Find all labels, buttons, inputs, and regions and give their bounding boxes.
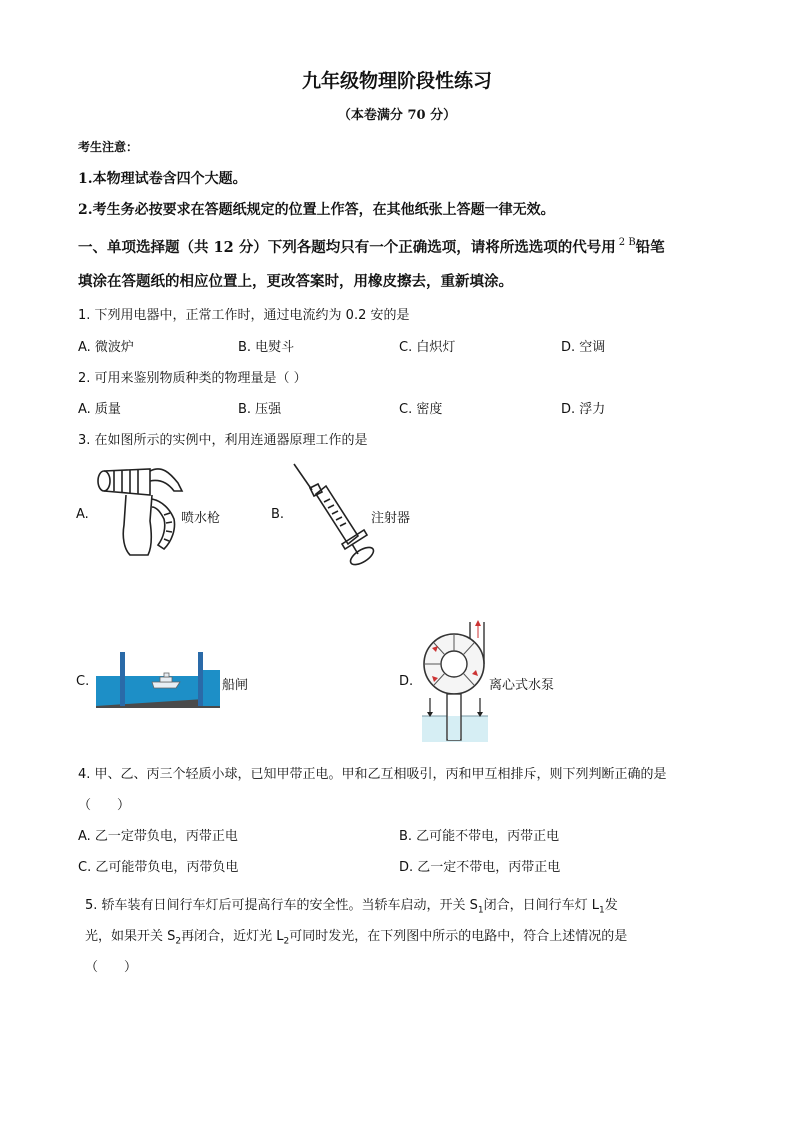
notice-heading: 考生注意： bbox=[78, 140, 139, 154]
question-4-option-b[interactable]: B. 乙可能不带电，丙带正电 bbox=[399, 829, 560, 844]
centrifugal-pump-figure bbox=[418, 618, 494, 744]
spray-gun-figure bbox=[90, 455, 190, 565]
lamp-l1-subscript: 1 bbox=[599, 905, 605, 916]
q5-text-3: 发 bbox=[604, 898, 618, 913]
section-heading-text: 一、单项选择题（共 12 分）下列各题均只有一个正确选项，请将所选选项的代号用 bbox=[78, 239, 616, 256]
question-1-stem: 1. 下列用电器中，正常工作时，通过电流约为 0.2 安的是 bbox=[78, 308, 410, 323]
q5-text-2: 闭合，日间行车灯 L bbox=[483, 898, 600, 913]
section-heading-text-end: 铅笔 bbox=[635, 239, 665, 256]
question-2-option-c[interactable]: C. 密度 bbox=[399, 402, 443, 417]
figure-d-caption: 离心式水泵 bbox=[489, 678, 555, 693]
switch-s1-subscript: 1 bbox=[477, 905, 484, 916]
question-4-option-d[interactable]: D. 乙一定不带电，丙带正电 bbox=[399, 860, 561, 875]
section-heading-line1 bbox=[78, 236, 665, 257]
question-2-option-a[interactable]: A. 质量 bbox=[78, 402, 121, 417]
question-5-blank: （ ） bbox=[85, 960, 138, 975]
question-4-option-a[interactable]: A. 乙一定带负电，丙带正电 bbox=[78, 829, 238, 844]
q5-text-5: 再闭合，近灯光 L bbox=[181, 929, 284, 944]
notice-item-2: 2.考生务必按要求在答题纸规定的位置上作答，在其他纸张上答题一律无效。 bbox=[78, 202, 555, 218]
question-4-option-c[interactable]: C. 乙可能带负电，丙带负电 bbox=[78, 860, 239, 875]
question-4-blank: （ ） bbox=[78, 798, 131, 813]
figure-c-caption: 船闸 bbox=[222, 678, 249, 693]
figure-d-letter[interactable]: D. bbox=[399, 674, 414, 689]
notice-item-1: 1.本物理试卷含四个大题。 bbox=[78, 171, 247, 187]
ship-lock-figure bbox=[94, 652, 222, 708]
section-heading-line2: 填涂在答题纸的相应位置上，更改答案时，用橡皮擦去，重新填涂。 bbox=[78, 273, 513, 290]
question-1-option-d[interactable]: D. 空调 bbox=[561, 340, 606, 355]
lamp-l2-subscript: 2 bbox=[283, 936, 290, 947]
q5-text-1: 5. 轿车装有日间行车灯后可提高行车的安全性。当轿车启动，开关 S bbox=[85, 898, 478, 913]
switch-s2-subscript: 2 bbox=[175, 936, 182, 947]
question-1-option-a[interactable]: A. 微波炉 bbox=[78, 340, 134, 355]
q5-text-4: 光，如果开关 S bbox=[85, 929, 176, 944]
figure-b-caption: 注射器 bbox=[371, 511, 411, 526]
figure-a-letter[interactable]: A. bbox=[76, 507, 89, 522]
figure-b-letter[interactable]: B. bbox=[271, 507, 285, 522]
page-subtitle: （本卷满分 70 分） bbox=[337, 108, 457, 123]
figure-a-caption: 喷水枪 bbox=[181, 511, 221, 526]
figure-c-letter[interactable]: C. bbox=[76, 674, 90, 689]
question-2-option-b[interactable]: B. 压强 bbox=[238, 402, 282, 417]
question-5-stem-line1 bbox=[85, 894, 618, 916]
question-2-option-d[interactable]: D. 浮力 bbox=[561, 402, 606, 417]
q5-text-6: 可同时发光，在下列图中所示的电路中，符合上述情况的是 bbox=[289, 929, 628, 944]
question-5-stem-line2 bbox=[85, 925, 627, 947]
syringe-figure bbox=[290, 462, 380, 562]
pencil-grade-superscript: 2 B bbox=[618, 237, 636, 248]
question-2-stem: 2. 可用来鉴别物质种类的物理量是（ ） bbox=[78, 371, 307, 386]
question-1-option-b[interactable]: B. 电熨斗 bbox=[238, 340, 295, 355]
question-4-stem: 4. 甲、乙、丙三个轻质小球，已知甲带正电。甲和乙互相吸引，丙和甲互相排斥，则下列判断正确的是 bbox=[78, 767, 667, 782]
question-3-stem: 3. 在如图所示的实例中，利用连通器原理工作的是 bbox=[78, 433, 368, 448]
question-1-option-c[interactable]: C. 白炽灯 bbox=[399, 340, 456, 355]
page-title: 九年级物理阶段性练习 bbox=[301, 70, 492, 92]
